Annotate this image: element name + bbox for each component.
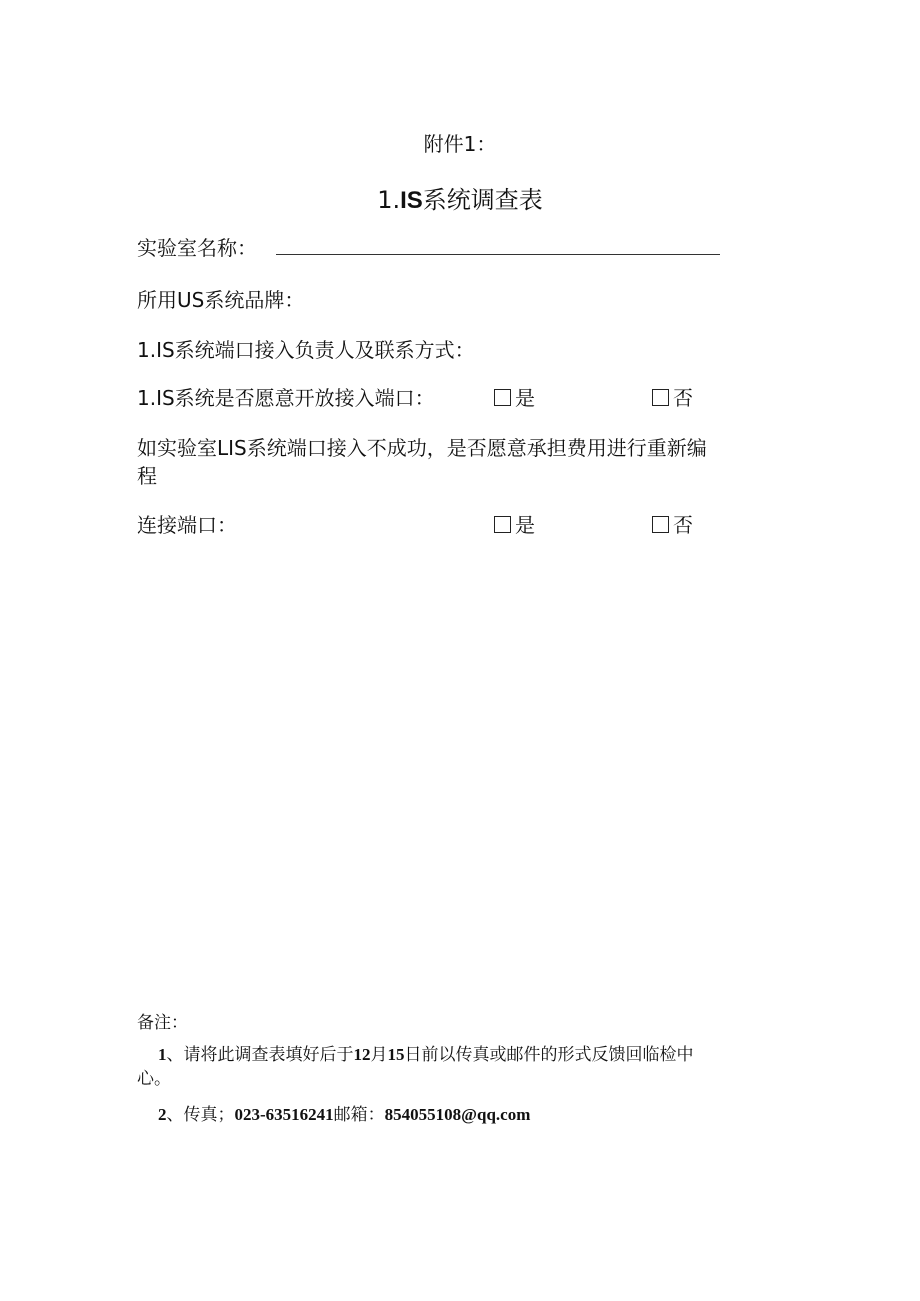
port-label: 连接端口： xyxy=(137,513,237,537)
reprogram-question-line1: 如实验室LIS系统端口接入不成功，是否愿意承担费用进行重新编 xyxy=(137,436,707,460)
checkbox-icon xyxy=(494,389,511,406)
checkbox-icon xyxy=(652,389,669,406)
port-yes-checkbox[interactable] xyxy=(494,509,535,538)
yes-label: 是 xyxy=(515,386,535,410)
checkbox-icon xyxy=(652,516,669,533)
note-1-day: 15 xyxy=(387,1045,405,1064)
note-1-text-b: 月 xyxy=(370,1045,388,1064)
brand-label: 所用US系统品牌： xyxy=(137,288,305,312)
note-item-1 xyxy=(158,1040,694,1065)
title-bold: IS xyxy=(400,187,423,214)
willing-open-label: 1.IS系统是否愿意开放接入端口： xyxy=(137,386,435,410)
note-2-text-b: 邮箱： xyxy=(333,1105,385,1124)
fax-number: 023-63516241 xyxy=(234,1105,334,1124)
reprogram-question-line2: 程 xyxy=(137,464,157,488)
notes-heading: 备注： xyxy=(137,1013,188,1032)
willing-open-yes-checkbox[interactable] xyxy=(494,382,535,411)
port-no-checkbox[interactable] xyxy=(652,509,693,538)
contact-label: 1.IS系统端口接入负责人及联系方式： xyxy=(137,338,475,362)
note-1-number: 1 xyxy=(158,1045,167,1064)
attachment-label: 附件1： xyxy=(423,132,497,156)
page-title xyxy=(0,180,920,215)
note-item-1-line2: 心。 xyxy=(137,1069,171,1088)
title-suffix: 系统调查表 xyxy=(422,186,543,214)
willing-open-no-checkbox[interactable] xyxy=(652,382,693,411)
lab-name-field-line[interactable] xyxy=(276,254,720,255)
note-2-text-a: 、传真； xyxy=(166,1105,235,1124)
yes-label: 是 xyxy=(515,513,535,537)
title-prefix: 1. xyxy=(377,186,401,214)
note-1-text-a: 、请将此调查表填好后于 xyxy=(166,1045,354,1064)
lab-name-label: 实验室名称： xyxy=(137,236,257,260)
note-1-text-c: 日前以传真或邮件的形式反馈回临检中 xyxy=(404,1045,694,1064)
no-label: 否 xyxy=(673,386,693,410)
checkbox-icon xyxy=(494,516,511,533)
note-2-number: 2 xyxy=(158,1105,167,1124)
no-label: 否 xyxy=(673,513,693,537)
note-item-2 xyxy=(158,1100,530,1125)
email-address: 854055108@qq.com xyxy=(384,1105,531,1124)
note-1-month: 12 xyxy=(353,1045,371,1064)
